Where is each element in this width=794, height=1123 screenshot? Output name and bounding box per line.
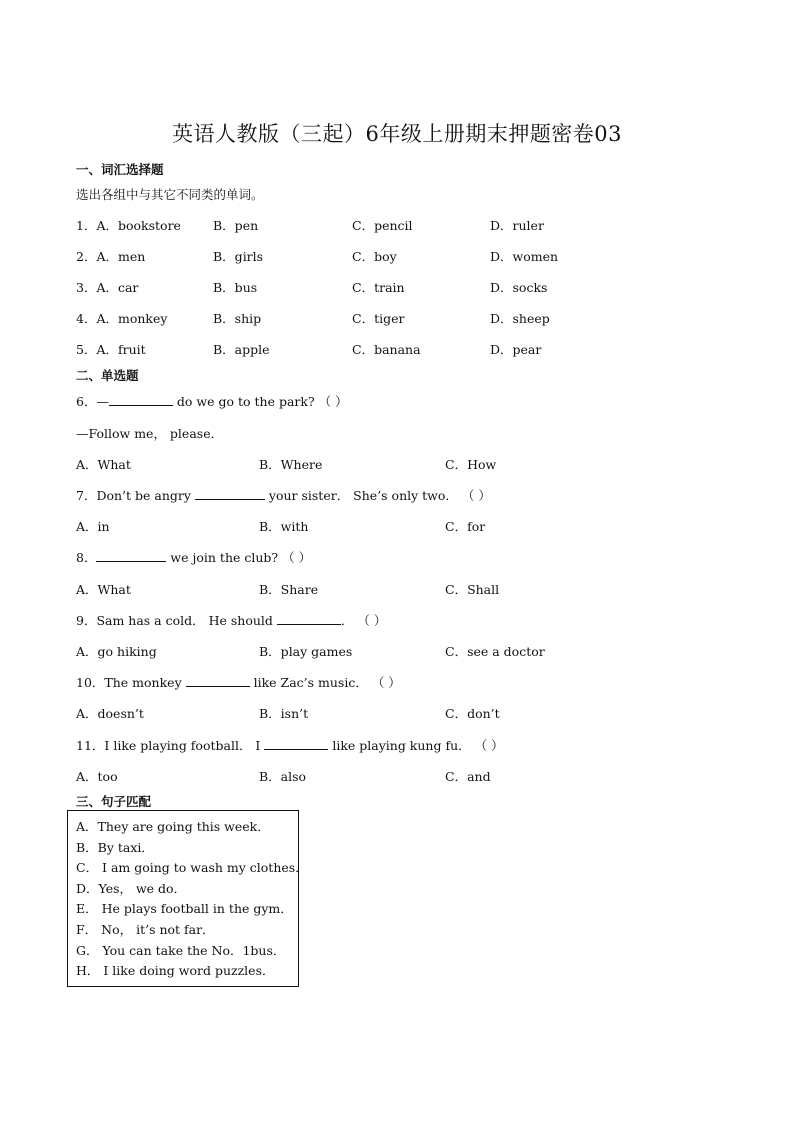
question-6-stem xyxy=(76,392,348,410)
question-text: 7．Don’t be angry xyxy=(76,488,195,503)
match-option-g: G． You can take the No．1bus． xyxy=(76,942,286,958)
option-b: B．also xyxy=(259,769,307,784)
option-d: D．women xyxy=(490,249,559,264)
option-a: A．What xyxy=(76,457,131,472)
question-text: we join the club? （ ） xyxy=(166,550,312,565)
question-8-stem xyxy=(76,548,311,566)
option-b: B．isn’t xyxy=(259,706,309,721)
option-a: 2．A．men xyxy=(76,249,146,264)
option-c: C．pencil xyxy=(352,218,413,233)
option-b: B．apple xyxy=(213,342,270,357)
question-10-stem xyxy=(76,673,401,691)
option-a: A．too xyxy=(76,769,118,784)
option-d: D．socks xyxy=(490,280,548,295)
question-6-reply: —Follow me， please． xyxy=(76,426,224,441)
section-instruction: 选出各组中与其它不同类的单词。 xyxy=(76,187,264,202)
option-c: C．don’t xyxy=(445,706,500,721)
page-title: 英语人教版（三起）6年级上册期末押题密卷03 xyxy=(171,122,623,146)
option-b: B．Share xyxy=(259,582,319,597)
option-a: 4．A．monkey xyxy=(76,311,168,326)
section-heading-sentence-matching: 三、句子匹配 xyxy=(76,794,152,809)
option-a: A．in xyxy=(76,519,110,534)
section-heading-single-choice: 二、单选题 xyxy=(76,368,139,383)
matching-options-box xyxy=(67,810,308,987)
option-b: B．play games xyxy=(259,644,353,659)
option-c: C．for xyxy=(445,519,486,534)
option-c: C．see a doctor xyxy=(445,644,545,659)
option-b: B．girls xyxy=(213,249,264,264)
option-d: D．pear xyxy=(490,342,542,357)
option-b: B．ship xyxy=(213,311,262,326)
answer-blank[interactable] xyxy=(109,393,173,406)
option-c: C．banana xyxy=(352,342,421,357)
question-text: your sister． She’s only two． （ ） xyxy=(264,488,491,503)
option-a: 3．A．car xyxy=(76,280,139,295)
option-b: B．Where xyxy=(259,457,323,472)
option-a: A．What xyxy=(76,582,131,597)
question-text: 8． xyxy=(76,550,97,565)
question-text: 11．I like playing football． I xyxy=(76,738,265,753)
question-9-stem xyxy=(76,611,386,629)
option-d: D．ruler xyxy=(490,218,544,233)
question-text: ． （ ） xyxy=(340,613,387,628)
answer-blank[interactable] xyxy=(264,737,328,750)
option-c: C．boy xyxy=(352,249,397,264)
match-option-e: E． He plays football in the gym． xyxy=(76,901,293,917)
option-d: D．sheep xyxy=(490,311,550,326)
section-heading-vocabulary: 一、词汇选择题 xyxy=(76,162,164,177)
match-option-a: A．They are going this week． xyxy=(76,819,270,834)
question-text: like playing kung fu． （ ） xyxy=(328,738,504,753)
question-text: like Zac’s music． （ ） xyxy=(249,675,401,690)
question-text: 9．Sam has a cold． He should xyxy=(76,613,277,628)
match-option-d: D．Yes， we do． xyxy=(76,880,187,896)
question-text: 6．— xyxy=(76,394,109,409)
answer-blank[interactable] xyxy=(186,674,250,687)
option-c: C．Shall xyxy=(445,582,500,597)
match-option-h: H． I like doing word puzzles． xyxy=(76,963,275,979)
question-11-stem xyxy=(76,736,504,754)
option-c: C．and xyxy=(445,769,491,784)
match-option-b: B．By taxi． xyxy=(76,839,154,855)
option-b: B．pen xyxy=(213,218,259,233)
question-text: 10．The monkey xyxy=(76,675,186,690)
option-a: 1．A．bookstore xyxy=(76,218,181,233)
answer-blank[interactable] xyxy=(96,549,166,562)
answer-blank[interactable] xyxy=(195,487,265,500)
question-text: do we go to the park? （ ） xyxy=(172,394,348,409)
option-b: B．with xyxy=(259,519,309,534)
option-a: A．doesn’t xyxy=(76,706,144,721)
option-c: C．train xyxy=(352,280,405,295)
option-b: B．bus xyxy=(213,280,258,295)
option-a: 5．A．fruit xyxy=(76,342,146,357)
option-c: C．tiger xyxy=(352,311,405,326)
question-7-stem xyxy=(76,486,491,504)
option-c: C．How xyxy=(445,457,497,472)
answer-blank[interactable] xyxy=(277,612,341,625)
match-option-c: C． I am going to wash my clothes． xyxy=(76,860,308,876)
option-a: A．go hiking xyxy=(76,644,157,659)
match-option-f: F． No， it’s not far． xyxy=(76,921,215,937)
